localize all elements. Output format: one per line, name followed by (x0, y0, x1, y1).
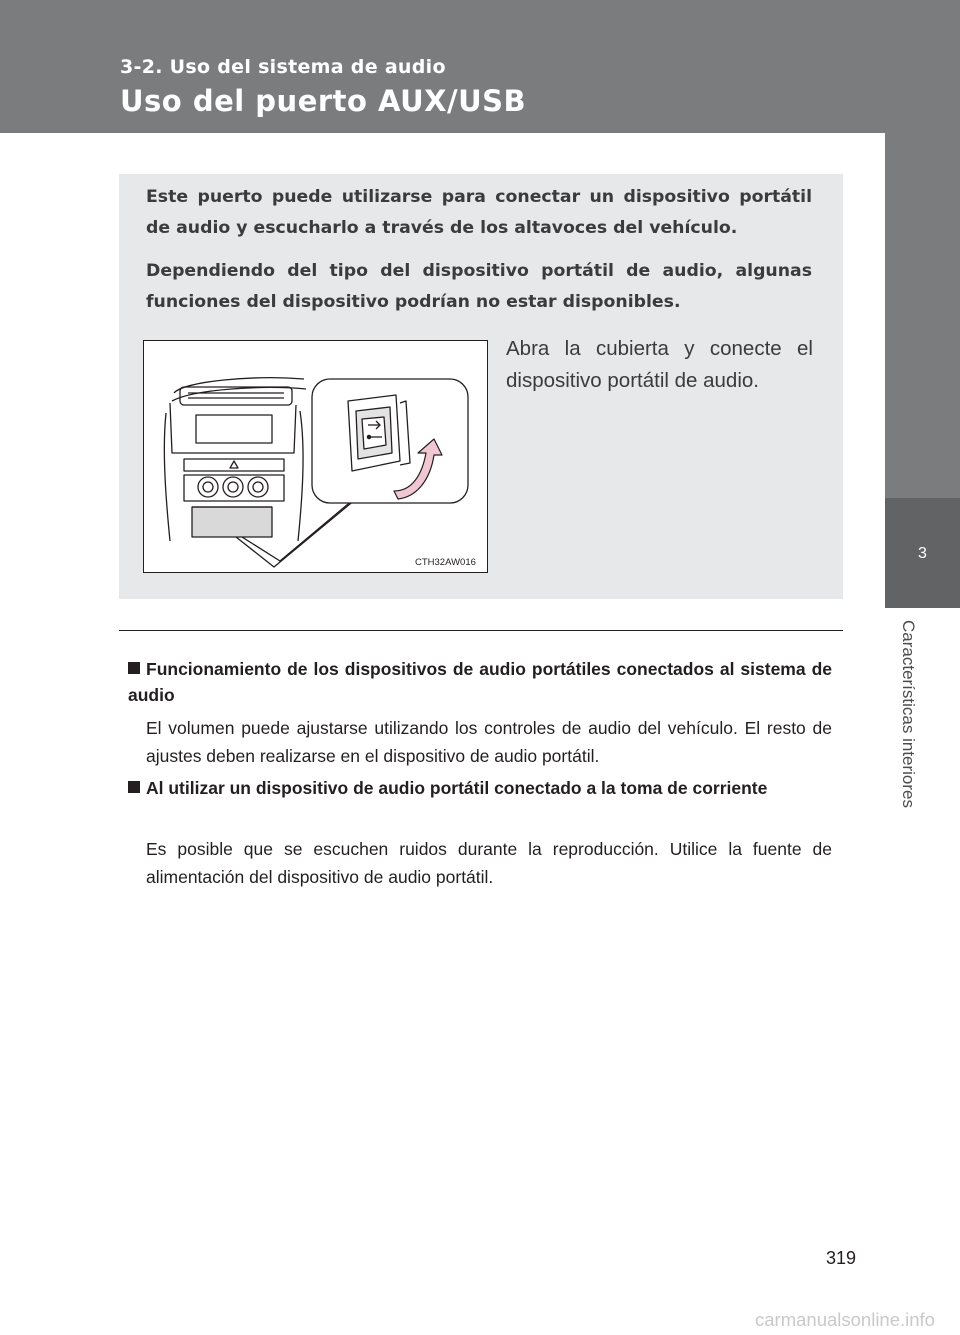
section-title: 3-2. Uso del sistema de audio (120, 56, 446, 78)
chapter-number: 3 (918, 545, 927, 562)
watermark: carmanualsonline.info (755, 1309, 935, 1330)
chapter-tab (885, 133, 960, 498)
square-bullet-icon (128, 781, 140, 793)
console-illustration (143, 340, 488, 573)
chapter-label: Características interiores (899, 620, 918, 809)
illustration-code: CTH32AW016 (415, 557, 476, 568)
section-heading-1-text: Funcionamiento de los dispositivos de audio portátiles conectados al sistema de audio (128, 659, 832, 705)
page-title: Uso del puerto AUX/USB (120, 84, 527, 118)
section-heading-2 (128, 775, 832, 801)
console-drawing (144, 341, 487, 572)
step-instruction: Abra la cubierta y conecte el dispositivo portátil de audio. (506, 337, 813, 392)
section-heading-2-text: Al utilizar un dispositivo de audio portátil conectado a la toma de corriente (146, 778, 768, 798)
intro-paragraph-1: Este puerto puede utilizarse para conectar un dispositivo portátil de audio y escucharlo a través de los altavoces del vehículo. (146, 187, 812, 238)
section-body-1: El volumen puede ajustarse utilizando los controles de audio del vehículo. El resto de ajustes deben realizarse en el dispositivo de audio portátil. (146, 718, 832, 766)
section-heading-1 (128, 656, 832, 708)
section-body-2: Es posible que se escuchen ruidos durante la reproducción. Utilice la fuente de alimentación del dispositivo de audio portátil. (146, 839, 832, 887)
page-number: 319 (825, 1248, 856, 1268)
section-divider (119, 630, 843, 631)
intro-paragraph-2: Dependiendo del tipo del dispositivo portátil de audio, algunas funciones del dispositivo podrían no estar disponibles. (146, 261, 812, 312)
chapter-label-wrapper (899, 620, 938, 840)
square-bullet-icon (128, 662, 140, 674)
